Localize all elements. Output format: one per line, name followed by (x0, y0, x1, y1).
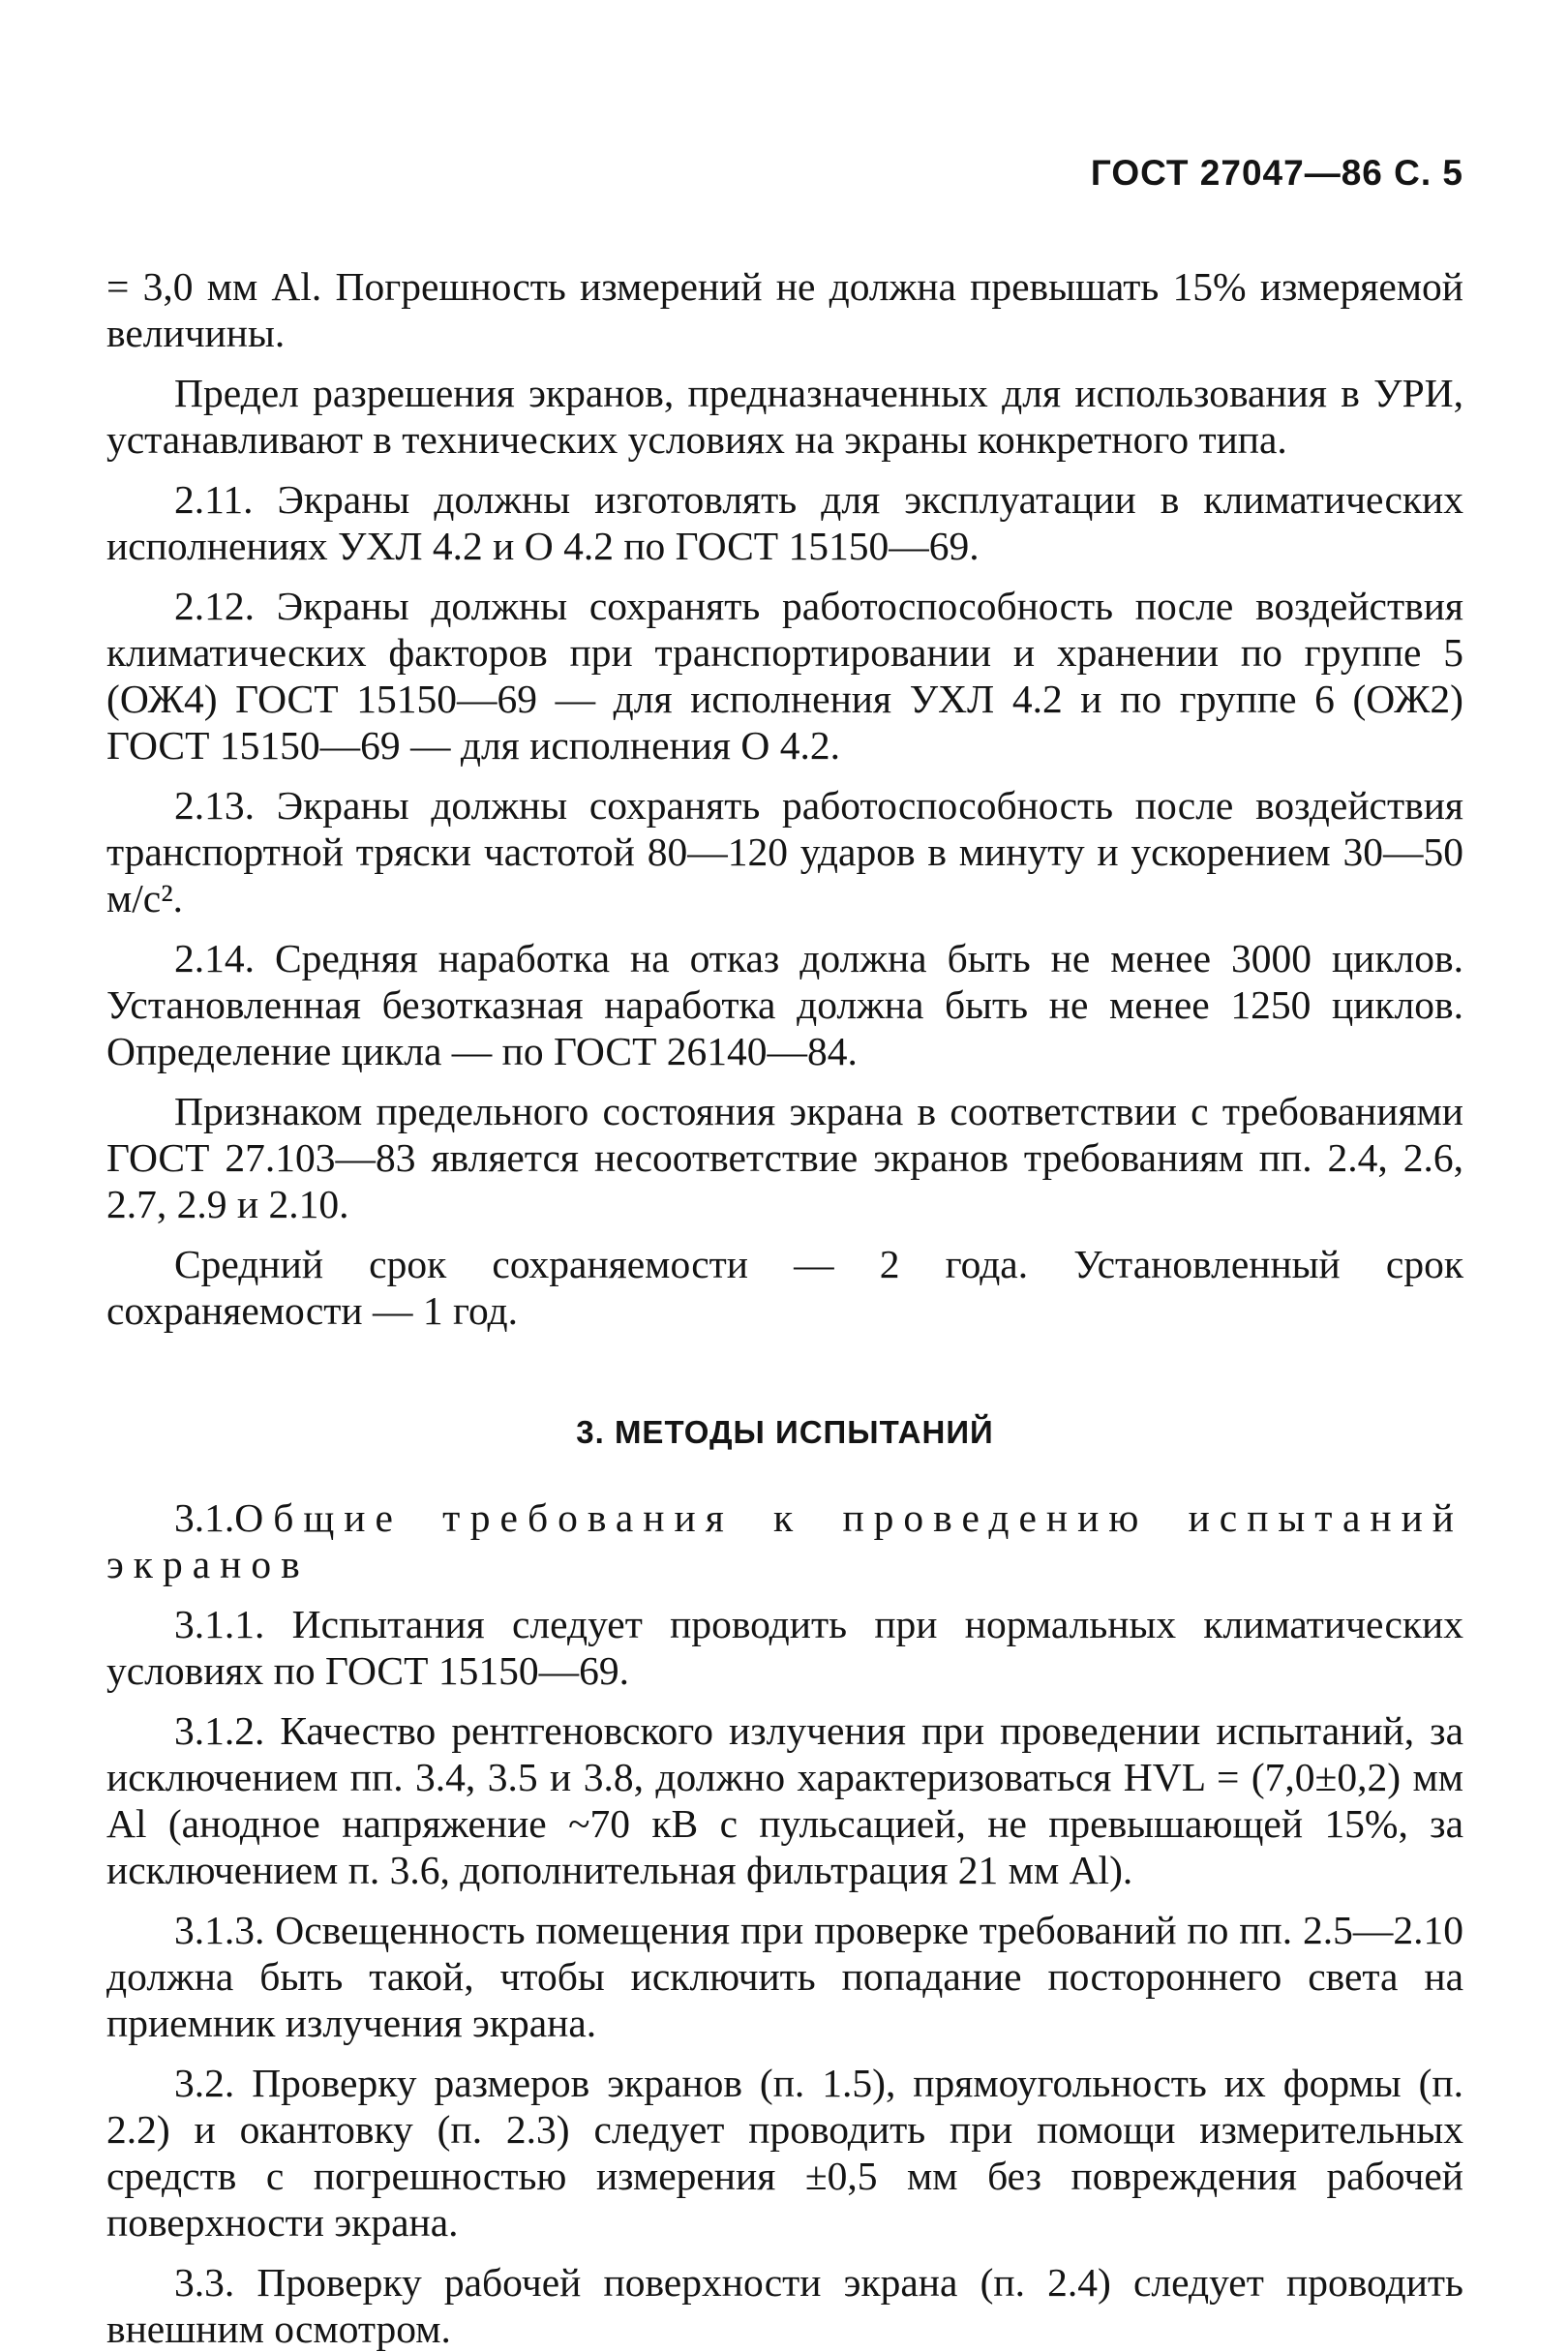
paragraph-resolution-limit: Предел разрешения экранов, предназначенных для использования в УРИ, устанавливают в технических условиях на экраны конкретного типа. (106, 371, 1463, 462)
paragraph-2-13: 2.13. Экраны должны сохранять работоспособность после воздействия транспортной тряски частотой 80—120 ударов в минуту и ускорением 30—50 м/с². (106, 783, 1463, 920)
paragraph-limit-state: Признаком предельного состояния экрана в соответствии с требованиями ГОСТ 27.103—83 является несоответствие экранов требованиям пп. 2.4, 2.6, 2.7, 2.9 и 2.10. (106, 1089, 1463, 1226)
subsection-3-1 (106, 1494, 1463, 1587)
paragraph-continuation: = 3,0 мм Al. Погрешность измерений не должна превышать 15% измеряемой величины. (106, 264, 1463, 355)
paragraph-3-3: 3.3. Проверку рабочей поверхности экрана (п. 2.4) следует проводить внешним осмотром. (106, 2260, 1463, 2351)
paragraph-3-1-1: 3.1.1. Испытания следует проводить при нормальных климатических условиях по ГОСТ 15150—69. (106, 1602, 1463, 1693)
paragraph-3-2: 3.2. Проверку размеров экранов (п. 1.5), прямоугольность их формы (п. 2.2) и окантовку (п. 2.3) следует проводить при помощи измерительных средств с погрешностью измерения ±0,5 мм без повреждения рабочей поверхности экрана. (106, 2061, 1463, 2245)
paragraph-storage-life: Средний срок сохраняемости — 2 года. Установленный срок сохраняемости — 1 год. (106, 1242, 1463, 1333)
paragraph-3-1-2: 3.1.2. Качество рентгеновского излучения при проведении испытаний, за исключением пп. 3.4, 3.5 и 3.8, должно характеризоваться HVL = (7,0±0,2) мм Al (анодное напряжение ~70 кВ с пульсацией, не превышающей 15%, за исключением п. 3.6, дополнительная фильтрация 21 мм Al). (106, 1708, 1463, 1892)
section-title: 3. МЕТОДЫ ИСПЫТАНИЙ (576, 1414, 994, 1450)
paragraph-2-14: 2.14. Средняя наработка на отказ должна быть не менее 3000 циклов. Установленная безотказная наработка должна быть не менее 1250 циклов. Определение цикла — по ГОСТ 26140—84. (106, 936, 1463, 1073)
paragraph-2-11: 2.11. Экраны должны изготовлять для эксплуатации в климатических исполнениях УХЛ 4.2 и О 4.2 по ГОСТ 15150—69. (106, 477, 1463, 568)
paragraph-3-1-3: 3.1.3. Освещенность помещения при проверке требований по пп. 2.5—2.10 должна быть такой, чтобы исключить попадание постороннего света на приемник излучения экрана. (106, 1908, 1463, 2045)
document-body (106, 263, 1463, 2352)
paragraph-2-12: 2.12. Экраны должны сохранять работоспособность после воздействия климатических факторов при транспортировании и хранении по группе 5 (ОЖ4) ГОСТ 15150—69 — для исполнения УХЛ 4.2 и по группе 6 (ОЖ2) ГОСТ 15150—69 — для исполнения О 4.2. (106, 584, 1463, 768)
page-header: ГОСТ 27047—86 С. 5 (1090, 153, 1463, 193)
subsection-title: Общие требования к проведению испытаний экранов (106, 1495, 1463, 1586)
subsection-number: 3.1. (174, 1495, 235, 1540)
